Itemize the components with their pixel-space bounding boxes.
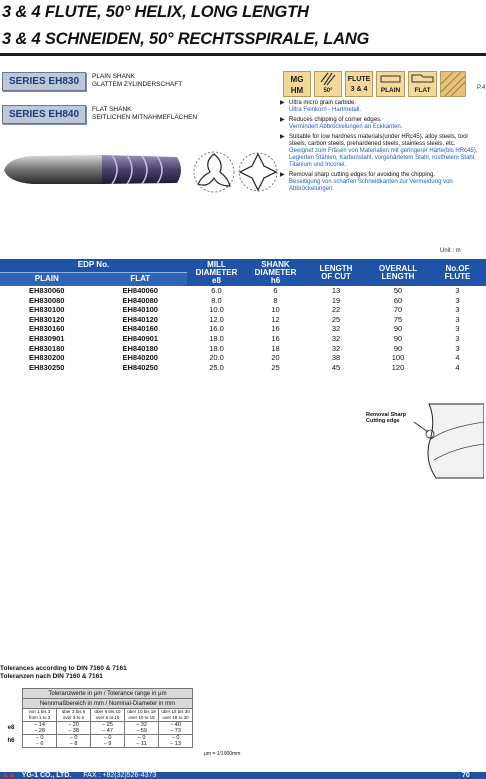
tolerance-value-cell: − 25 − 47: [91, 722, 125, 735]
fax-number: FAX : +82(32)526-4373: [83, 772, 157, 779]
overall-length-cell: 90: [393, 333, 403, 343]
edp-flat-cell: EH840160: [122, 324, 158, 334]
edp-header: EDP No.: [0, 259, 187, 272]
edp-flat-cell: EH840100: [122, 305, 158, 315]
footer-text: [2, 772, 156, 779]
flute-count-cell: 3: [455, 324, 460, 334]
shank-diameter-cell: 8: [273, 295, 278, 305]
edp-flat-cell: EH840901: [122, 333, 158, 343]
shank-diameter-cell: 20: [271, 353, 280, 363]
mill-diameter-cell: 25.0: [209, 362, 224, 372]
table-row: [0, 296, 486, 306]
mill-diameter-cell: 16.0: [209, 324, 224, 334]
mill-diameter-cell: 12.0: [209, 314, 224, 324]
tolerance-value-cell: − 0 − 11: [125, 735, 159, 748]
feature-list: [280, 100, 484, 196]
series-eh830-type-en: PLAIN SHANK: [92, 73, 135, 80]
length-of-cut-cell: 32: [331, 343, 341, 353]
mill-diameter-cell: 20.0: [209, 353, 224, 363]
table-row: [0, 344, 486, 354]
shank-diameter-cell: 12: [271, 314, 280, 324]
edp-flat-cell: EH840250: [122, 362, 158, 372]
edp-flat-cell: EH840120: [122, 314, 158, 324]
tolerance-title-de: Toleranzen nach DIN 7160 & 7161: [0, 673, 103, 680]
edp-plain-cell: EH830901: [29, 333, 65, 343]
edp-plain-cell: EH830180: [29, 343, 65, 353]
flute-count-cell: 3: [455, 333, 460, 343]
hatch-pattern-icon: [441, 72, 465, 96]
flute-count-label: 3 & 4: [350, 86, 368, 93]
length-of-cut-header: LENGTH OF CUT: [305, 259, 367, 286]
helix-drawing-icon: [315, 72, 341, 86]
overall-length-cell: 100: [391, 353, 405, 363]
mill-diameter-header: MILL DIAMETER e8: [187, 259, 246, 286]
micron-unit-note: μm = 1/1000mm: [204, 751, 241, 757]
shank-diameter-cell: 10: [271, 305, 280, 315]
tolerance-column-header: über 10 bis 18 over 10 to 18: [125, 709, 159, 722]
flute-count-cell: 3: [455, 343, 460, 353]
title-german: 3 & 4 SCHNEIDEN, 50° RECHTSSPIRALE, LANG: [2, 30, 370, 48]
mill-diameter-cell: 10.0: [209, 305, 224, 315]
mg-label: MG: [290, 75, 304, 84]
end-view-4-flute: [239, 153, 277, 191]
edp-plain-cell: EH830120: [29, 314, 65, 324]
tolerance-title: [0, 665, 127, 681]
tolerance-value-cell: − 20 − 38: [57, 722, 91, 735]
length-of-cut-cell: 32: [331, 324, 341, 334]
tolerance-title-en: Tolerances according to DIN 7160 & 7161: [0, 665, 127, 672]
tolerance-table: [0, 688, 193, 748]
tolerance-value-cell: − 32 − 59: [125, 722, 159, 735]
edp-plain-cell: EH830160: [29, 324, 65, 334]
tolerance-column-header: von 1 bis 3 from 1 to 3: [23, 709, 57, 722]
helix-angle-icon: [314, 71, 342, 97]
plain-label: PLAIN: [380, 87, 401, 94]
tolerance-value-cell: − 0 − 13: [159, 735, 193, 748]
tolerance-column-header: über 18 bis 30 over 18 to 30: [159, 709, 193, 722]
tolerance-row-label: h6: [7, 738, 15, 744]
flute-count-cell: 4: [455, 362, 460, 372]
hm-label: HM: [290, 86, 304, 95]
length-of-cut-cell: 38: [331, 353, 341, 363]
flat-label: FLAT: [414, 87, 431, 94]
mill-diameter-cell: 18.0: [209, 343, 224, 353]
length-of-cut-cell: 45: [331, 362, 341, 372]
series-eh830-type-de: GLATTEM ZYLINDERSCHAFT: [92, 81, 183, 88]
overall-length-cell: 70: [393, 305, 403, 315]
feature-item: ▶ Reduces chipping of corner edges. Vermindert Abbröckelungen an Eckkanten.: [280, 117, 484, 131]
flute-label: FLUTE: [347, 76, 371, 83]
nominal-diameter-header: Nennmaßbereich in mm / Nominal-Diameter in mm: [23, 699, 193, 709]
overall-length-cell: 60: [393, 295, 403, 305]
edp-flat-cell: EH840180: [122, 343, 158, 353]
plain-shank-icon: [376, 71, 405, 97]
tolerance-value-cell: − 0 − 6: [23, 735, 57, 748]
tolerance-row: [0, 722, 193, 735]
title-english: 3 & 4 FLUTE, 50° HELIX, LONG LENGTH: [2, 3, 309, 21]
edp-plain-cell: EH830100: [29, 305, 65, 315]
end-mill-photo: [2, 140, 280, 206]
series-eh830-badge: SERIES EH830: [2, 72, 86, 91]
length-of-cut-cell: 13: [331, 286, 341, 295]
table-row: [0, 324, 486, 334]
title-rule: [0, 53, 486, 56]
mg-hm-material-icon: [283, 71, 311, 97]
edp-flat-cell: EH840200: [122, 353, 158, 363]
mill-diameter-cell: 8.0: [211, 295, 222, 305]
tolerance-column-header: über 3 bis 6 over 3 to 6: [57, 709, 91, 722]
shank-diameter-cell: 25: [271, 362, 280, 372]
tolerance-column-header: über 6 bis 10 over 6 to 10: [91, 709, 125, 722]
table-row: [0, 363, 486, 373]
edp-plain-cell: EH830060: [29, 286, 65, 295]
table-row: [0, 315, 486, 325]
tolerance-value-cell: − 0 − 8: [57, 735, 91, 748]
length-of-cut-cell: 25: [331, 314, 341, 324]
shank-diameter-cell: 16: [271, 324, 280, 334]
flute-count-cell: 3: [455, 314, 460, 324]
overall-length-cell: 50: [393, 286, 403, 295]
table-row: [0, 305, 486, 315]
flute-count-icon: [345, 71, 373, 97]
flat-shank-drawing-icon: [409, 72, 436, 85]
series-eh840-type-en: FLAT SHANK: [92, 106, 132, 113]
helix-label: 50°: [323, 88, 333, 94]
tolerance-value-cell: − 0 − 9: [91, 735, 125, 748]
removal-sharp-edge-label: Removal Sharp Cutting edge: [366, 412, 407, 424]
plain-shank-drawing-icon: [377, 72, 404, 85]
length-of-cut-cell: 19: [331, 295, 341, 305]
plain-header: PLAIN: [0, 272, 94, 286]
feature-item: ▶ Ultra micro grain carbide. Ultra Feinkorn - Hartmetall.: [280, 100, 484, 114]
table-row: [0, 353, 486, 363]
mill-diameter-cell: 6.0: [211, 286, 222, 295]
product-table: [0, 259, 486, 372]
overall-length-cell: 90: [393, 324, 403, 334]
page-reference: P.4: [477, 85, 486, 91]
series-eh840-badge: SERIES EH840: [2, 105, 86, 124]
material-hatch-icon: [440, 71, 466, 97]
series-eh840-description: [92, 106, 197, 122]
feature-item: ▶ Removal sharp cutting edges for avoiding the chipping. Beseitigung von scharfen Schneidkanten zur Vermeidung von Abbröckelungen.: [280, 172, 484, 193]
tolerance-range-header: Toleranzwerte in μm / Tolerance range in μm: [23, 689, 193, 699]
tolerance-row: [0, 735, 193, 748]
flute-count-cell: 3: [455, 286, 460, 295]
length-of-cut-cell: 32: [331, 333, 341, 343]
end-view-3-flute: [194, 152, 234, 192]
shank-diameter-cell: 18: [271, 343, 280, 353]
flute-count-cell: 3: [455, 295, 460, 305]
tolerance-row-label: e8: [7, 725, 15, 731]
overall-length-cell: 90: [393, 343, 403, 353]
overall-length-header: OVERALL LENGTH: [367, 259, 429, 286]
overall-length-cell: 75: [393, 314, 403, 324]
company-logo-icon: ▲▲: [2, 772, 16, 779]
table-row: [0, 286, 486, 296]
series-eh840-type-de: SEITLICHEN MITNAHMEFLÄCHEN: [92, 114, 198, 121]
shank-diameter-header: SHANK DIAMETER h6: [246, 259, 305, 286]
edp-plain-cell: EH830080: [29, 295, 65, 305]
page-number: 70: [462, 772, 470, 779]
flat-shank-icon: [408, 71, 437, 97]
no-of-flute-header: No.OF FLUTE: [429, 259, 486, 286]
mill-diameter-cell: 18.0: [209, 333, 224, 343]
flat-header: FLAT: [94, 272, 188, 286]
table-row: [0, 334, 486, 344]
tolerance-value-cell: − 40 − 73: [159, 722, 193, 735]
flute-count-cell: 4: [455, 353, 460, 363]
edp-flat-cell: EH840060: [122, 286, 158, 295]
unit-note: Unit : m: [440, 248, 461, 254]
tolerance-value-cell: − 14 − 28: [23, 722, 57, 735]
flute-count-cell: 3: [455, 305, 460, 315]
company-name: YG-1 CO., LTD.: [21, 772, 72, 779]
overall-length-cell: 120: [391, 362, 405, 372]
series-eh830-description: [92, 73, 182, 89]
edp-plain-cell: EH830200: [29, 353, 65, 363]
shank-diameter-cell: 6: [273, 286, 278, 295]
length-of-cut-cell: 22: [331, 305, 341, 315]
feature-item: ▶ Suitable for low hardness materials(under HRc45), alloy steels, tool steels, carbon steels, prehardened steels, stainless steels, etc. Geeignet zum Fräsen von Materialien mit geringerer Härte(bis HRc45), Legierten Stählen, Karbonstahl, vorgehärtetem Stahl, rostfreiem Stahl, Titanium und Inconel.: [280, 134, 484, 169]
shank-diameter-cell: 16: [271, 333, 280, 343]
edp-plain-cell: EH830250: [29, 362, 65, 372]
edp-flat-cell: EH840080: [122, 295, 158, 305]
